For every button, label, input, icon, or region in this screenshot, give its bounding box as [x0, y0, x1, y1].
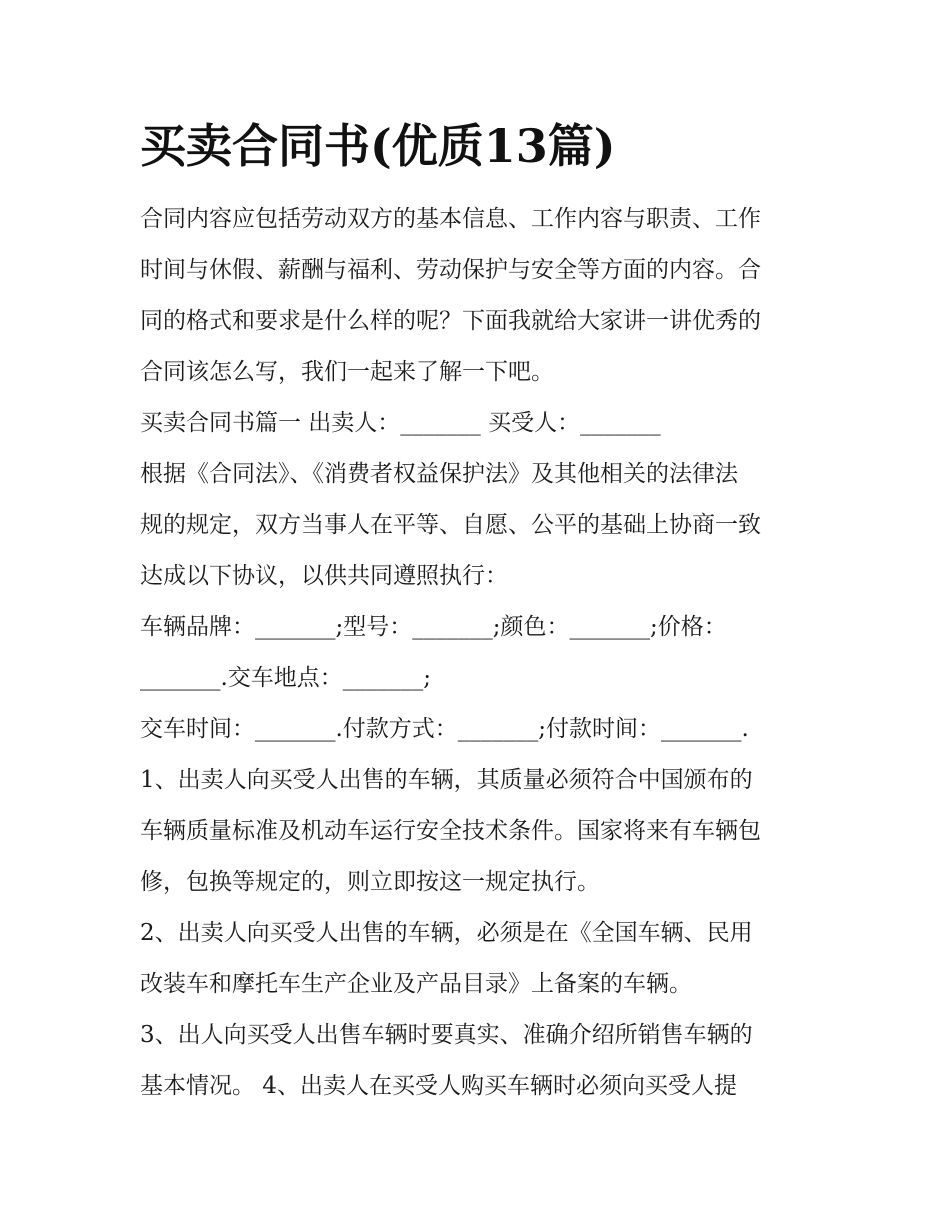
clause-1-line-1: 1、出卖人向买受人出售的车辆，其质量必须符合中国颁布的: [140, 767, 753, 793]
clause-3-line-1: 3、出人向买受人出售车辆时要真实、准确介绍所销售车辆的: [140, 1022, 753, 1048]
clause-1-line-3: 修，包换等规定的，则立即按这一规定执行。: [140, 869, 600, 895]
body-line-3: 同的格式和要求是什么样的呢？下面我就给大家讲一讲优秀的: [140, 308, 761, 334]
body-line-2: 时间与休假、薪酬与福利、劳动保护与安全等方面的内容。合: [140, 257, 761, 283]
body-line-7: 规的规定，双方当事人在平等、自愿、公平的基础上协商一致: [140, 512, 761, 538]
body-line-8: 达成以下协议，以供共同遵照执行：: [140, 563, 508, 589]
vehicle-info-line: 车辆品牌：_______;型号：_______;颜色：_______;价格：: [140, 614, 727, 640]
document-title: 买卖合同书(优质13篇): [140, 119, 616, 173]
delivery-place-line: _______.交车地点：_______;: [140, 665, 432, 691]
delivery-payment-line: 交车时间：_______.付款方式：_______;付款时间：_______.: [140, 716, 749, 742]
body-line-6: 根据《合同法》、《消费者权益保护法》及其他相关的法律法: [140, 461, 738, 487]
body-line-4: 合同该怎么写，我们一起来了解一下吧。: [140, 359, 554, 385]
body-line-1: 合同内容应包括劳动双方的基本信息、工作内容与职责、工作: [140, 206, 761, 232]
clause-2-line-1: 2、出卖人向买受人出售的车辆，必须是在《全国车辆、民用: [140, 920, 753, 946]
clause-2-line-2: 改装车和摩托车生产企业及产品目录》上备案的车辆。: [140, 971, 692, 997]
contract-header-line: 买卖合同书篇一 出卖人：_______ 买受人：_______: [140, 410, 661, 436]
clause-3-4-line: 基本情况。 4、出卖人在买受人购买车辆时必须向买受人提: [140, 1073, 737, 1099]
clause-1-line-2: 车辆质量标准及机动车运行安全技术条件。国家将来有车辆包: [140, 818, 761, 844]
